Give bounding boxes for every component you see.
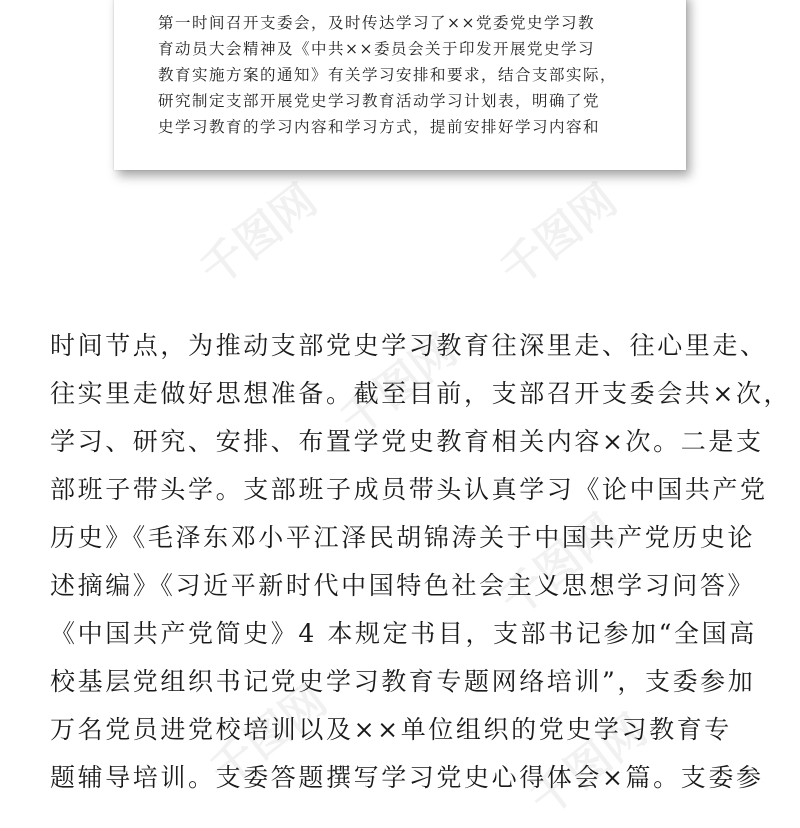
excerpt-line: 研究制定支部开展党史学习教育活动学习计划表，明确了党 — [158, 92, 601, 110]
body-line: 时间节点，为推动支部党史学习教育往深里走、往心里走、 — [50, 331, 768, 360]
watermark: 千图网 — [491, 174, 627, 297]
watermark: 千图网 — [331, 324, 467, 447]
body-line: 学习、研究、安排、布置学党史教育相关内容×次。二是支 — [50, 427, 764, 456]
body-line: 述摘编》《习近平新时代中国特色社会主义思想学习问答》 — [50, 571, 756, 600]
watermark: 千图网 — [201, 674, 337, 797]
body-line: 部班子带头学。支部班子成员带头认真学习《论中国共产党 — [50, 475, 768, 504]
excerpt-line: 第一时间召开支委会，及时传达学习了××党委党史学习教 — [158, 14, 595, 32]
body-line: 题辅导培训。支委答题撰写学习党史心得体会×篇。支委参 — [50, 763, 764, 792]
body-line: 历史》《毛泽东邓小平江泽民胡锦涛关于中国共产党历史论 — [50, 523, 756, 552]
body-line: 《中国共产党简史》4 本规定书目，支部书记参加“全国高 — [50, 619, 757, 648]
watermark: 千图网 — [521, 704, 657, 827]
excerpt-line: 育动员大会精神及《中共××委员会关于印发开展党史学习 — [158, 40, 595, 58]
excerpt-line: 史学习教育的学习内容和学习方式，提前安排好学习内容和 — [158, 118, 601, 136]
body-paragraph — [50, 322, 792, 802]
body-line: 往实里走做好思想准备。截至目前，支部召开支委会共×次， — [50, 379, 792, 408]
body-line: 万名党员进党校培训以及××单位组织的党史学习教育专 — [50, 715, 732, 744]
excerpt-card — [114, 0, 686, 170]
body-line: 校基层党组织书记党史学习教育专题网络培训”，支委参加 — [50, 667, 756, 696]
watermark: 千图网 — [191, 174, 327, 297]
watermark: 千图网 — [491, 504, 627, 627]
excerpt-line: 教育实施方案的通知》有关学习安排和要求，结合支部实际， — [158, 66, 618, 84]
